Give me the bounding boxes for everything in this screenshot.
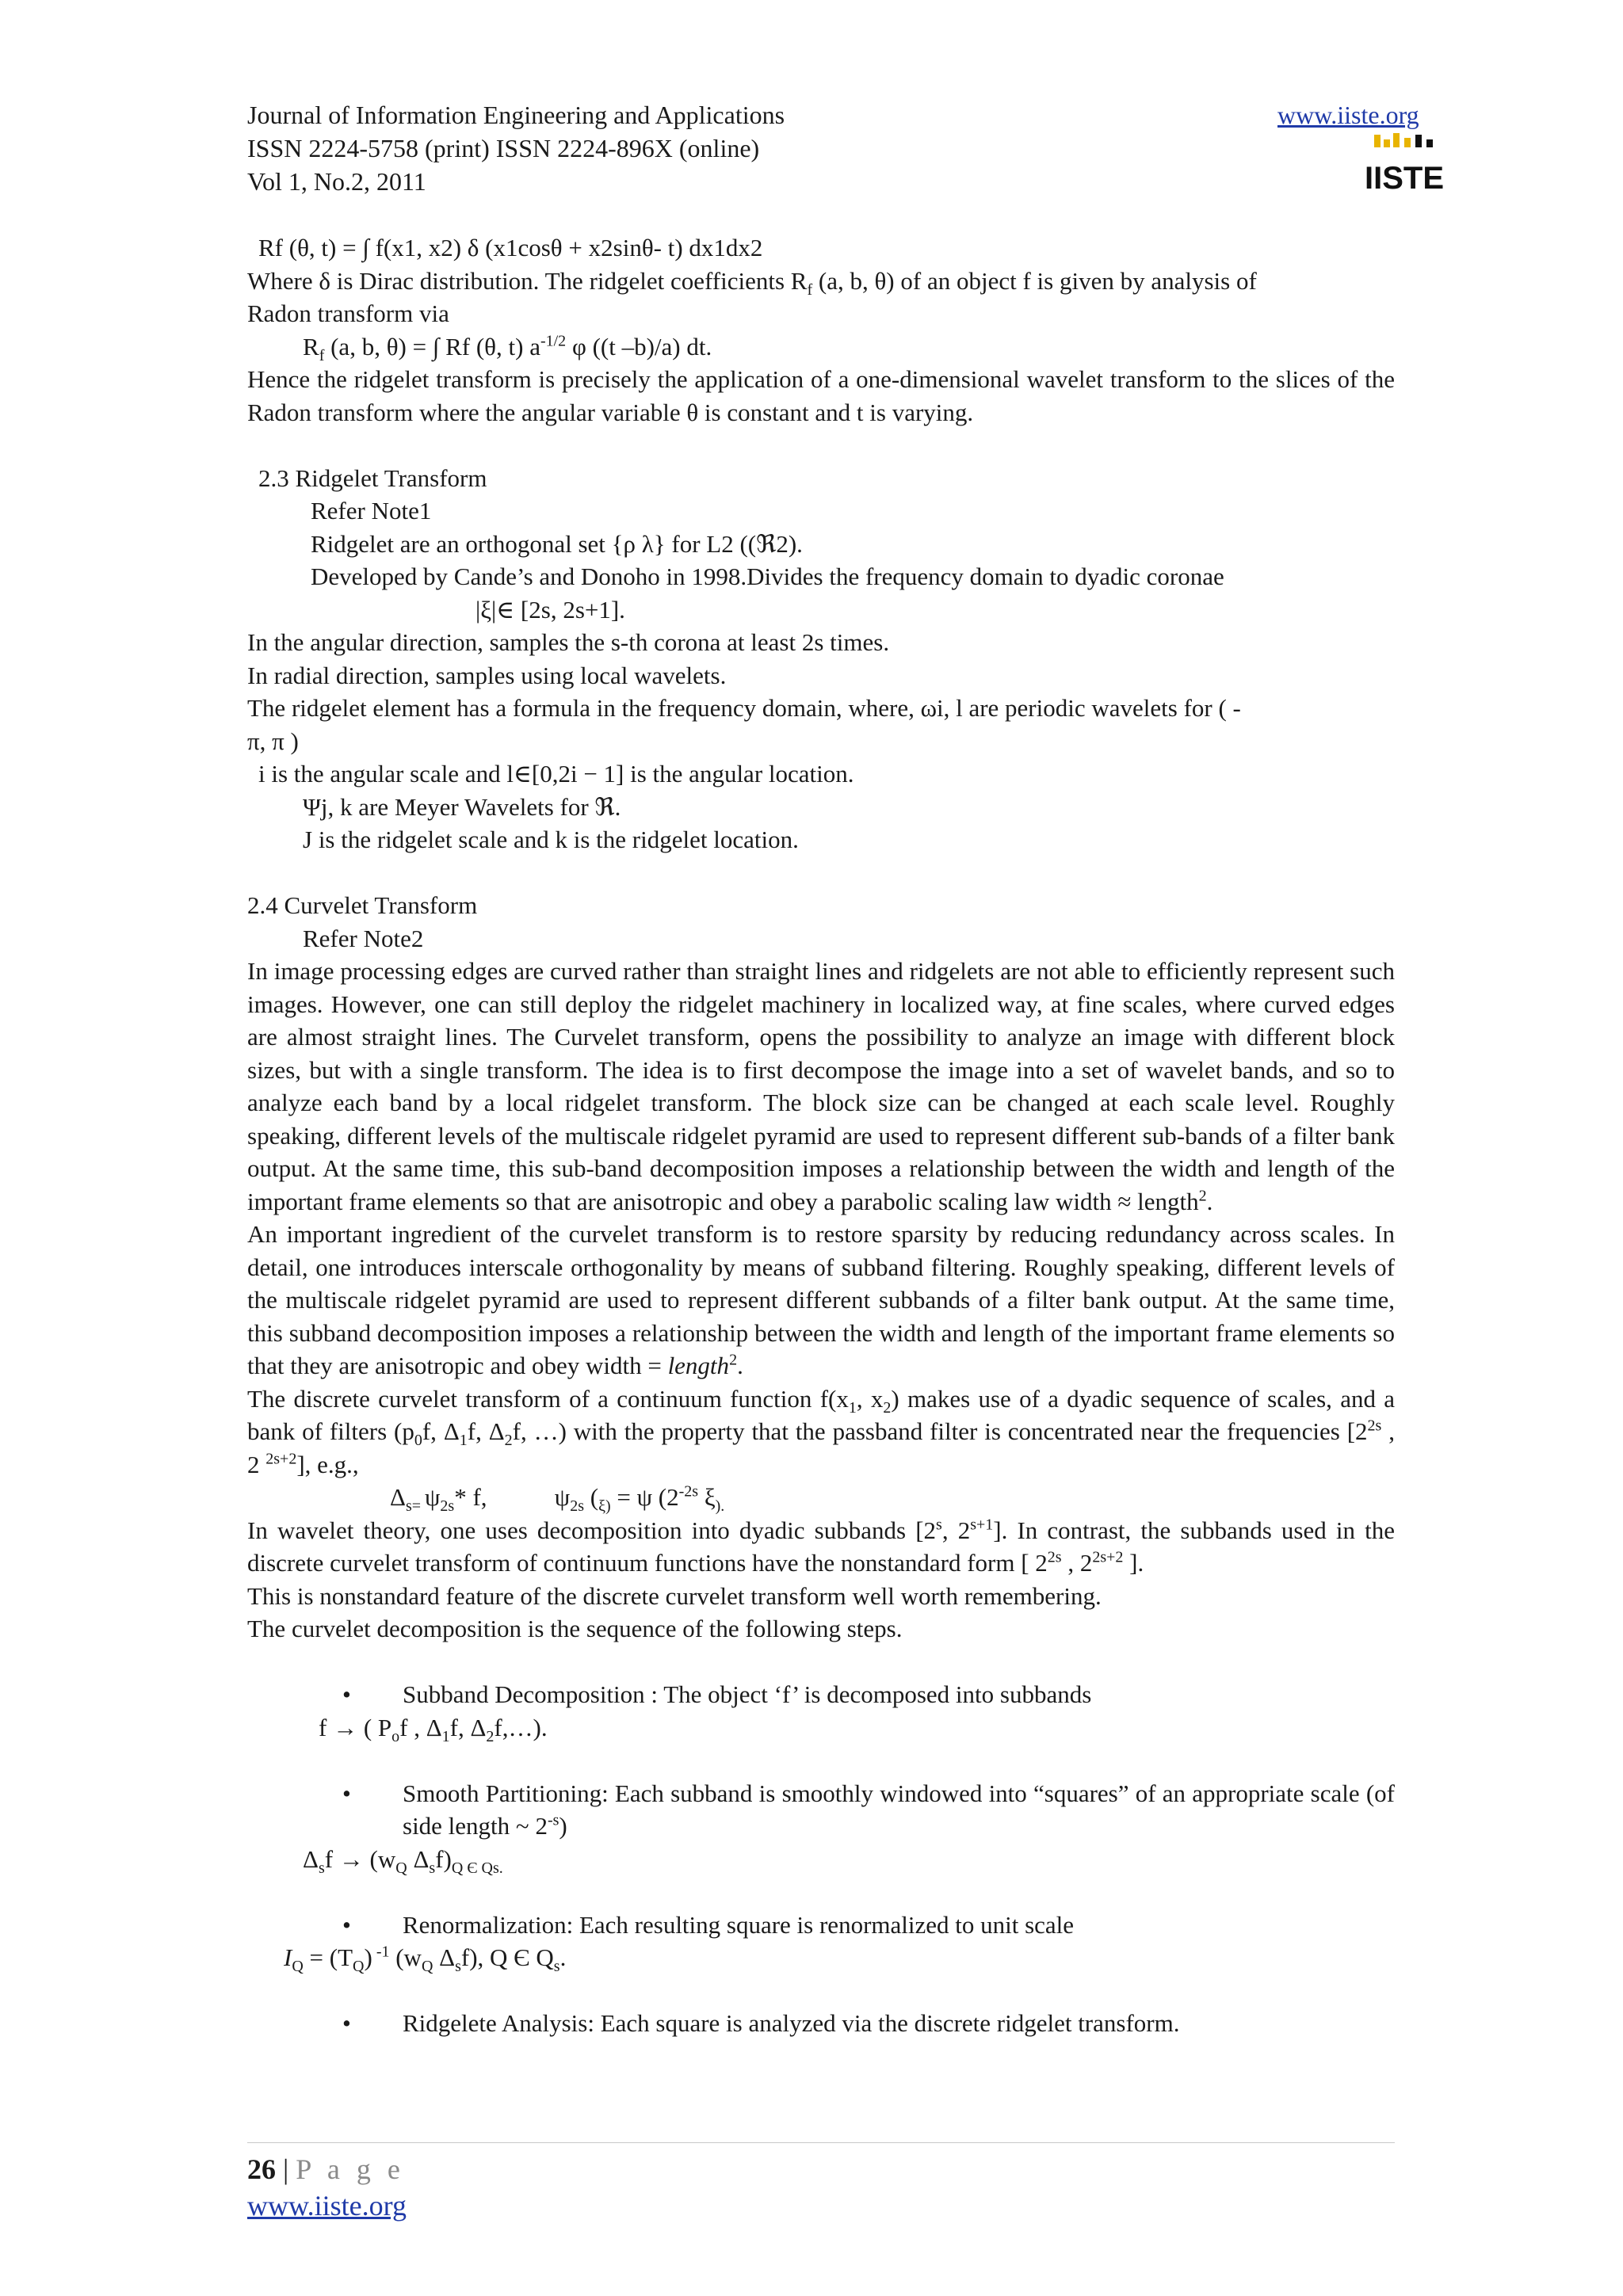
logo-text: IISTE	[1364, 161, 1445, 196]
section-2-4-title: 2.4 Curvelet Transform	[247, 891, 478, 919]
page-body	[247, 231, 1395, 2040]
bullet-icon: •	[342, 1910, 351, 1939]
s23-meyer: Ψj, k are Meyer Wavelets for ℜ.	[303, 792, 621, 821]
s23-angular: In the angular direction, samples the s-th corona at least 2s times.	[247, 628, 890, 656]
s23-scale: J is the ridgelet scale and k is the ridgelet location.	[303, 826, 799, 853]
equation-ridgelet: $R_f$ (a, b, θ) = ∫ Rf (θ, t) $a^{-1/2}$ φ ((t –b)/a) dt.	[303, 332, 712, 364]
paragraph-dirac-cont: Radon transform via	[247, 299, 449, 327]
footer-url-link[interactable]: www.iiste.org	[247, 2190, 407, 2222]
journal-volume: Vol 1, No.2, 2011	[247, 167, 426, 196]
footer-divider	[247, 2142, 1395, 2143]
iiste-logo	[1364, 132, 1445, 196]
equation-renormalization: $I_Q = (T_Q)$ $^{-1}$ ($w_Q$ $\Delta_sf$), Q Є $Q_s$.	[284, 1943, 567, 1976]
bullet-smooth: • Smooth Partitioning: Each subband is smoothly windowed into “squares” of an appropriate scale (of side length ~ $2^{-s}$)	[247, 1777, 1395, 1843]
bullet-icon: •	[342, 2009, 351, 2037]
s23-developed: Developed by Cande’s and Donoho in 1998.Divides the frequency domain to dyadic coronae	[311, 563, 1224, 590]
journal-title: Journal of Information Engineering and Applications	[247, 101, 785, 129]
equation-smooth: $\Delta_sf \to (w_Q$ $\Delta_sf)_{Q Є Qs.}$	[303, 1844, 503, 1877]
bullet-subband: • Subband Decomposition : The object ‘f’ is decomposed into subbands	[247, 1678, 1395, 1711]
s23-orthogonal: Ridgelet are an orthogonal set {ρ λ} for L2 ((ℜ2).	[311, 529, 803, 558]
s24-refer: Refer Note2	[303, 924, 424, 952]
s24-paragraph-1: In image processing edges are curved rather than straight lines and ridgelets are not able to efficiently represent such images. However, one can still deploy the ridgelet machinery in localized way, at fine scales, where curved edges are almost straight lines. The Curvelet transform, opens the possibility to analyze an image with different block sizes, but with a single transform. The idea is to first decompose the image into a set of wavelet bands, and so to analyze each band by a local ridgelet transform. The block size can be changed at each scale level. Roughly speaking, different levels of the multiscale ridgelet pyramid are used to represent different sub-bands of a filter bank output. At the same time, this sub-band decomposition imposes a relationship between the width and length of the important frame elements so that are anisotropic and obey a parabolic scaling law width ≈ length$^2$.	[247, 957, 1395, 1215]
equation-delta-psi: $\Delta_{s=}$ $\psi_{2s}*$ f, $\psi_{2s}$ ($_{\xi)} = \psi$ ($2^{-2s}$ $\xi_{).}$	[390, 1482, 725, 1516]
journal-issn: ISSN 2224-5758 (print) ISSN 2224-896X (online)	[247, 134, 760, 162]
header-url-link[interactable]: www.iiste.org	[1277, 101, 1419, 129]
s23-coronae: |ξ|∈ [2s, 2s+1].	[475, 595, 625, 624]
equation-radon: Rf (θ, t) = ∫ f(x1, x2) δ (x1cosθ + x2sinθ- t) dx1dx2	[258, 234, 763, 261]
page-header	[247, 98, 785, 198]
paragraph-ridgelet-radon: Hence the ridgelet transform is precisely the application of a one-dimensional wavelet transform to the slices of the Radon transform where the angular variable θ is constant and t is varying.	[247, 365, 1395, 426]
bullet-icon: •	[342, 1680, 351, 1708]
s24-paragraph-6: The curvelet decomposition is the sequence of the following steps.	[247, 1615, 903, 1642]
s24-paragraph-5: This is nonstandard feature of the discrete curvelet transform well worth remembering.	[247, 1581, 1102, 1610]
s23-refer: Refer Note1	[311, 497, 432, 524]
s23-angular-scale: i is the angular scale and l∈[0,2i − 1] is the angular location.	[258, 760, 854, 788]
s24-paragraph-2: An important ingredient of the curvelet transform is to restore sparsity by reducing redundancy across scales. In detail, one introduces interscale orthogonality by means of subband filtering. Roughly speaking, different levels of the multiscale ridgelet pyramid are used to represent different subbands of a filter bank output. At the same time, this subband decomposition imposes a relationship between the width and length of the important frame elements so that they are anisotropic and obey width = length$^2$.	[247, 1220, 1395, 1379]
bullet-ridgelet-analysis: • Ridgelete Analysis: Each square is analyzed via the discrete ridgelet transform.	[247, 2007, 1395, 2040]
s23-radial: In radial direction, samples using local wavelets.	[247, 661, 727, 689]
paragraph-dirac: Where δ is Dirac distribution. The ridgelet coefficients $R_f$ (a, b, θ) of an object f is given by analysis of	[247, 266, 1257, 299]
s23-pi: π, π )	[247, 727, 299, 755]
s24-paragraph-3: The discrete curvelet transform of a continuum function $f(x_1$, $x_2$) makes use of a dyadic sequence of scales, and a bank of filters ($p_0f$, $\Delta_1f$, $\Delta_2f$, …) with the property that the passband filter is concentrated near the frequencies [$2^{2s}$ , 2 $^{2s+2}$], e.g.,	[247, 1384, 1395, 1478]
section-2-3-title: 2.3 Ridgelet Transform	[258, 463, 487, 492]
equation-subband: f → ( $P_of$ , $\Delta_1f$, $\Delta_2f,\dots$).	[319, 1713, 548, 1745]
s24-paragraph-4: In wavelet theory, one uses decomposition into dyadic subbands [2$^s$, $2^{s+1}$]. In contrast, the subbands used in the discrete curvelet transform of continuum functions have the nonstandard form [ $2^{2s}$ , $2^{2s+2}$ ].	[247, 1516, 1395, 1577]
bullet-icon: •	[342, 1779, 351, 1807]
bullet-renormalization: • Renormalization: Each resulting square is renormalized to unit scale	[247, 1909, 1395, 1942]
page-number: 26 | P a g e	[247, 2153, 405, 2185]
s23-element: The ridgelet element has a formula in the frequency domain, where, ωi, l are periodic wavelets for ( -	[247, 694, 1241, 722]
